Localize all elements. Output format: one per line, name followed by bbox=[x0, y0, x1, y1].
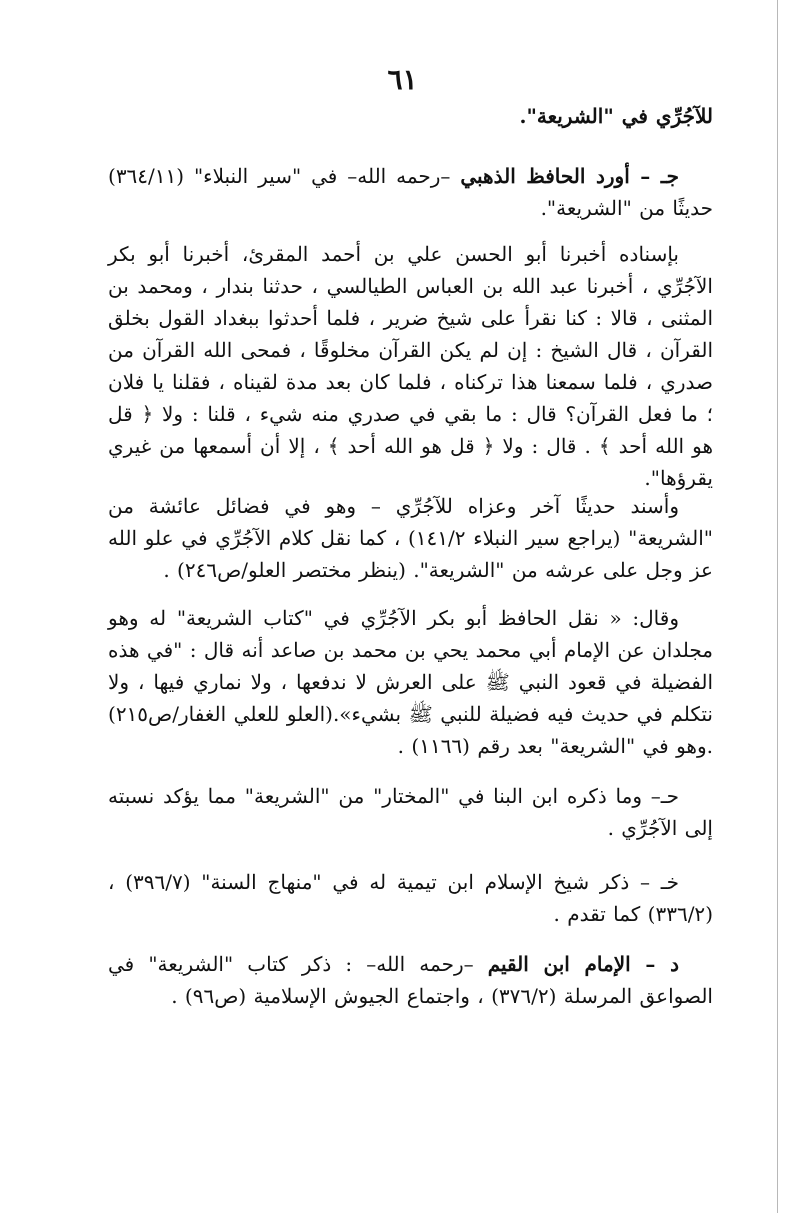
paragraph-body: –رحمه الله– في "سير النبلاء" (٣٦٤/١١) حديثًا من "الشريعة". bbox=[108, 164, 713, 220]
page-edge-line bbox=[777, 0, 778, 1213]
paragraph-text: وقال: « نقل الحافظ أبو بكر الآجُرِّي في "كتاب الشريعة" له وهو مجلدان عن الإمام أبي محمد يحي بن محمد بن صاعد أنه قال : "في هذه الفضيلة في قعود النبي ﷺ على العرش لا ندفعها ، ولا نماري فيها ، ولا نتكلم في حديث فيه فضيلة للنبي ﷺ بشيء».(العلو للعلي الغفار/ص٢١٥) .وهو في "الشريعة" بعد رقم (١١٦٦) . bbox=[108, 606, 713, 758]
paragraph-text bbox=[108, 948, 713, 1012]
paragraph-ibn-alqayyim bbox=[108, 948, 713, 1012]
paragraph-text: بإسناده أخبرنا أبو الحسن علي بن أحمد المقرئ، أخبرنا أبو بكر الآجُرِّي ، أخبرنا عبد الله بن العباس الطيالسي ، حدثنا بندار ، ومحمد بن المثنى ، قالا : كنا نقرأ على شيخ ضرير ، فلما أحدثوا ببغداد القول بخلق القرآن ، قال الشيخ : إن لم يكن القرآن مخلوقًا ، فمحى الله القرآن من صدري ، فلما سمعنا هذا تركناه ، فلما كان بعد مدة لقيناه ، فقلنا يا فلان ؛ ما فعل القرآن؟ قال : ما بقي في صدري منه شيء ، قلنا : ولا ﴿ قل هو الله أحد ﴾ . قال : ولا ﴿ قل هو الله أحد ﴾ ، إلا أن أسمعها من غيري يقرؤها". bbox=[108, 242, 714, 490]
paragraph-text: للآجُرِّي في "الشريعة". bbox=[519, 104, 713, 128]
paragraph-isnad bbox=[108, 238, 713, 494]
paragraph-text: حـ– وما ذكره ابن البنا في "المختار" من "الشريعة" مما يؤكد نسبته إلى الآجُرِّي . bbox=[108, 784, 713, 840]
paragraph-continuation bbox=[108, 100, 713, 132]
paragraph-text: خـ – ذكر شيخ الإسلام ابن تيمية له في "منهاج السنة" (٣٩٦/٧) ، (٣٣٦/٢) كما تقدم . bbox=[108, 870, 713, 926]
paragraph-ibn-albanna bbox=[108, 780, 713, 844]
paragraph-quote bbox=[108, 602, 713, 762]
paragraph-text: وأسند حديثًا آخر وعزاه للآجُرِّي – وهو في فضائل عائشة من "الشريعة" (يراجع سير النبلاء ١٤١/٢) ، كما نقل كلام الآجُرِّي في علو الله عز وجل على عرشه من "الشريعة". (ينظر مختصر العلو/ص٢٤٦) . bbox=[108, 494, 713, 582]
section-label: جـ – أورد الحافظ الذهبي bbox=[460, 164, 680, 188]
paragraph-text bbox=[108, 160, 713, 224]
paragraph-ibn-taymiyya bbox=[108, 866, 713, 930]
page-number: ٦١ bbox=[387, 63, 418, 96]
paragraph-dhahabi bbox=[108, 160, 713, 224]
paragraph-body: –رحمه الله– : ذكر كتاب "الشريعة" في الصواعق المرسلة (٣٧٦/٢) ، واجتماع الجيوش الإسلامية (ص٩٦) . bbox=[108, 952, 713, 1008]
paragraph-aisha bbox=[108, 490, 713, 586]
section-label: د – الإمام ابن القيم bbox=[487, 952, 680, 976]
